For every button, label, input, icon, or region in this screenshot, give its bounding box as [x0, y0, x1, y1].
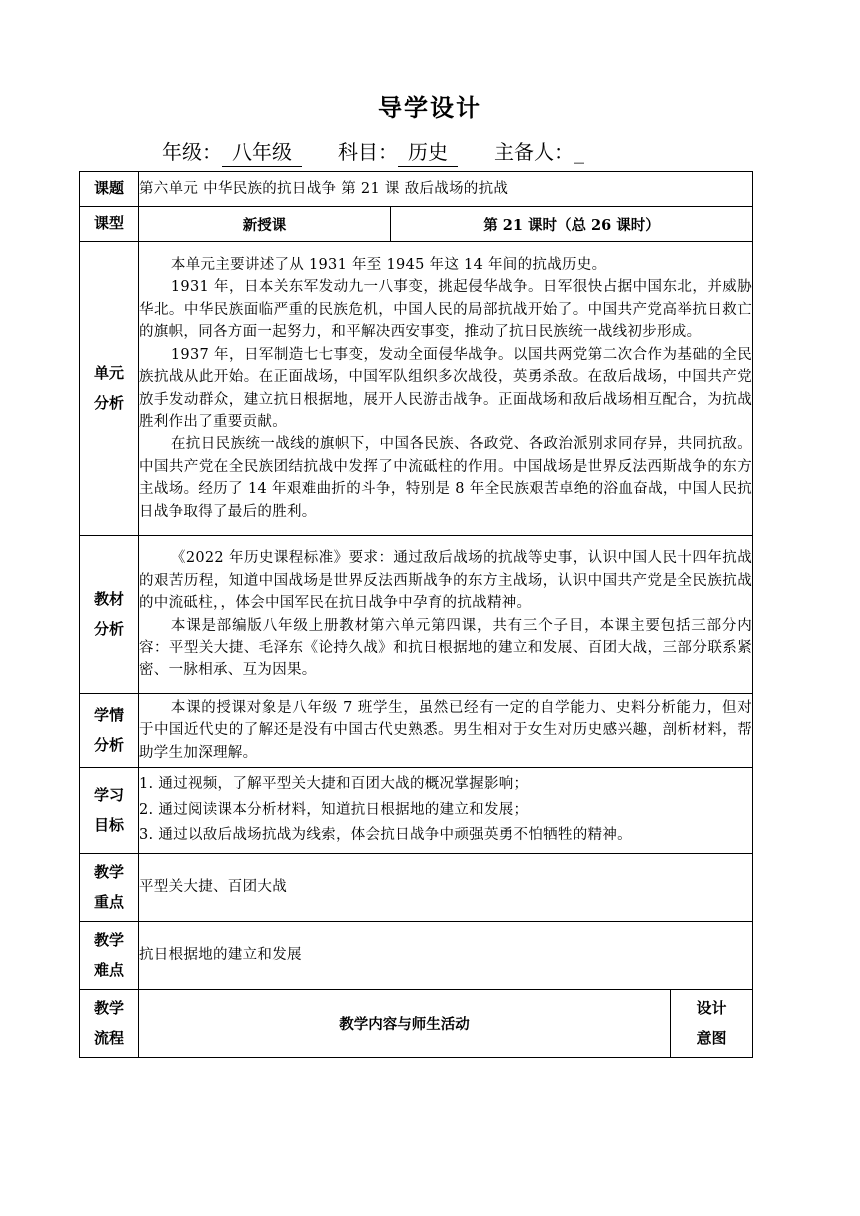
goals-list — [139, 768, 753, 854]
unit-paragraph: 1937 年，日军制造七七事变，发动全面侵华战争。以国共两党第二次合作为基础的全民族抗战从此开始。在正面战场，中国军队组织多次战役，英勇杀敌。在敌后战场，中国共产党放手发动群众，建立抗日根据地，展开人民游击战争。正面战场和敌后战场相互配合，为抗战胜利作出了重要贡献。 — [139, 346, 753, 430]
grade-value: 八年级 — [222, 136, 302, 167]
textbook-label-line1: 教材 — [93, 590, 124, 609]
textbook-analysis-label — [80, 536, 139, 694]
content-header: 教学内容与师生活动 — [139, 990, 671, 1058]
goals-label — [80, 768, 139, 854]
goal-item: 1. 通过视频，了解平型关大捷和百团大战的概况掌握影响； — [139, 776, 529, 793]
topic-value: 第六单元 中华民族的抗日战争 第 21 课 敌后战场的抗战 — [139, 172, 753, 207]
unit-paragraph: 1931 年，日本关东军发动九一八事变，挑起侵华战争。日军很快占据中国东北，并威胁华北。中华民族面临严重的民族危机，中国人民的局部抗战开始了。中国共产党高举抗日救亡的旗帜，同各方面一起努力，和平解决西安事变，推动了抗日民族统一战线初步形成。 — [139, 279, 753, 341]
goals-label-line1: 学习 — [93, 786, 124, 805]
student-paragraph: 本课的授课对象是八年级 7 班学生，虽然已经有一定的自学能力、史料分析能力，但对于中国近代史的了解还是没有中国古代史熟悉。男生相对于女生对历史感兴趣，剖析材料，帮助学生加深理解。 — [139, 699, 753, 761]
student-label-line2: 分析 — [93, 735, 124, 754]
textbook-paragraph: 本课是部编版八年级上册教材第六单元第四课，共有三个子目，本课主要包括三部分内容：平型关大捷、毛泽东《论持久战》和抗日根据地的建立和发展、百团大战，三部分联系紧密、一脉相承、互为因果。 — [139, 617, 753, 679]
key-points-text: 平型关大捷、百团大战 — [139, 854, 753, 922]
textbook-analysis-text — [139, 536, 753, 694]
goal-item: 2. 通过阅读课本分析材料，知道抗日根据地的建立和发展； — [139, 801, 529, 818]
row-textbook-analysis — [80, 536, 753, 694]
unit-paragraph: 本单元主要讲述了从 1931 年至 1945 年这 14 年间的抗战历史。 — [170, 256, 607, 273]
key-label-line2: 重点 — [93, 892, 124, 911]
student-analysis-text — [139, 694, 753, 768]
intent-line1: 设计 — [696, 999, 727, 1018]
difficult-points-text: 抗日根据地的建立和发展 — [139, 922, 753, 990]
lesson-plan-table — [79, 171, 753, 1058]
goals-label-line2: 目标 — [93, 815, 124, 834]
process-label — [80, 990, 139, 1058]
difficult-points-label — [80, 922, 139, 990]
row-student-analysis — [80, 694, 753, 768]
row-teaching-process — [80, 990, 753, 1058]
row-key-points — [80, 854, 753, 922]
header-meta — [162, 136, 584, 167]
process-label-line1: 教学 — [93, 999, 124, 1018]
difficult-label-line2: 难点 — [93, 960, 124, 979]
goal-item: 3. 通过以敌后战场抗战为线索，体会抗日战争中顽强英勇不怕牺牲的精神。 — [139, 827, 632, 844]
intent-header — [671, 990, 753, 1058]
intent-line2: 意图 — [696, 1028, 727, 1047]
row-topic — [80, 172, 753, 207]
preparer-value: _ — [574, 140, 584, 164]
subject-label: 科目： — [338, 140, 398, 164]
grade-label: 年级： — [162, 140, 222, 164]
unit-analysis-label-line1: 单元 — [93, 364, 124, 383]
row-difficult-points — [80, 922, 753, 990]
unit-analysis-text — [139, 242, 753, 536]
row-unit-analysis — [80, 242, 753, 536]
page-title: 导学设计 — [378, 93, 482, 122]
textbook-paragraph: 《2022 年历史课程标准》要求：通过敌后战场的抗战等史事，认识中国人民十四年抗战的艰苦历程，知道中国战场是世界反法西斯战争的东方主战场，认识中国共产党是全民族抗战的中流砥柱，，体会中国军民在抗日战争中孕育的抗战精神。 — [139, 550, 753, 612]
textbook-label-line2: 分析 — [93, 619, 124, 638]
period-value: 第 21 课时（总 26 课时） — [391, 207, 753, 242]
preparer-label: 主备人： — [494, 140, 574, 164]
row-learning-goals — [80, 768, 753, 854]
type-value: 新授课 — [139, 207, 391, 242]
type-label: 课型 — [80, 207, 139, 242]
topic-label: 课题 — [80, 172, 139, 207]
difficult-label-line1: 教学 — [93, 931, 124, 950]
unit-analysis-label-line2: 分析 — [93, 393, 124, 412]
unit-analysis-label — [80, 242, 139, 536]
unit-paragraph: 在抗日民族统一战线的旗帜下，中国各民族、各政党、各政治派别求同存异，共同抗敌。中国共产党在全民族团结抗战中发挥了中流砥柱的作用。中国战场是世界反法西斯战争的东方主战场。经历了 14 年艰难曲折的斗争，特别是 8 年全民族艰苦卓绝的浴血奋战，中国人民抗日战争取得了最后的胜利。 — [139, 436, 753, 520]
student-label-line1: 学情 — [93, 706, 124, 725]
key-label-line1: 教学 — [93, 863, 124, 882]
key-points-label — [80, 854, 139, 922]
subject-value: 历史 — [398, 136, 458, 167]
process-label-line2: 流程 — [93, 1028, 124, 1047]
student-analysis-label — [80, 694, 139, 768]
row-type — [80, 207, 753, 242]
